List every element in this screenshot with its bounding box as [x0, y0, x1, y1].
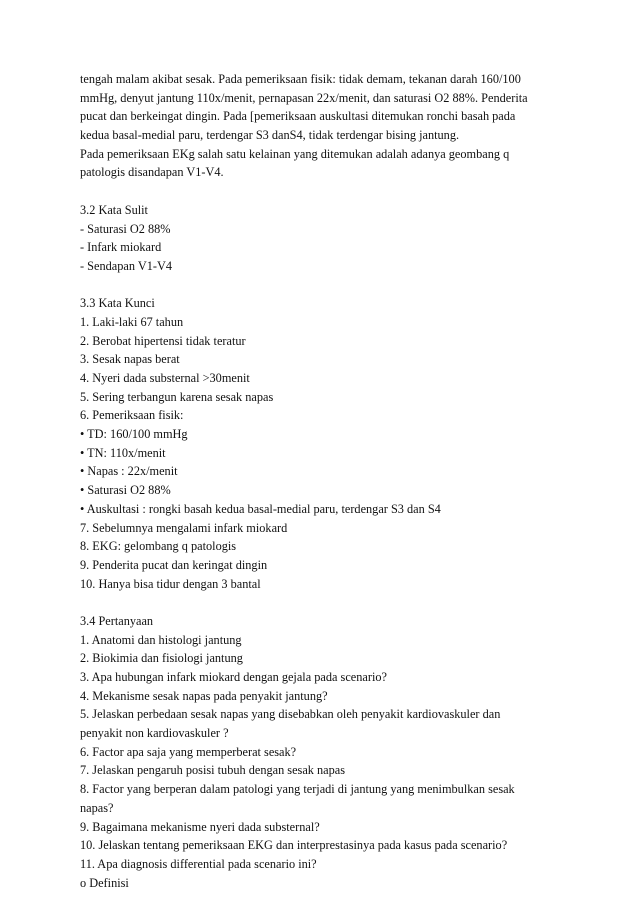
list-item: 7. Sebelumnya mengalami infark miokard — [80, 520, 288, 535]
list-item: 3. Sesak napas berat — [80, 352, 180, 367]
list-item: 8. EKG: gelombang q patologis — [80, 539, 237, 554]
section-heading: 3.4 Pertanyaan — [80, 613, 154, 628]
list-item-continuation: penyakit non kardiovaskuler ? — [80, 726, 229, 741]
paragraph-line: tengah malam akibat sesak. Pada pemeriksaan fisik: tidak demam, tekanan darah 160/100 — [80, 72, 521, 86]
paragraph-line: pucat dan berkeingat dingin. Pada [pemeriksaan auskultasi ditemukan ronchi basah pada — [80, 109, 516, 124]
paragraph-line: patologis disandapan V1-V4. — [80, 165, 224, 180]
list-item: 10. Jelaskan tentang pemeriksaan EKG dan interprestasinya pada kasus pada scenario? — [80, 838, 508, 853]
document-page — [80, 70, 560, 892]
bullet-item: • Napas : 22x/menit — [80, 464, 178, 479]
section-kata-sulit — [80, 201, 560, 276]
section-heading: 3.3 Kata Kunci — [80, 296, 155, 311]
section-kata-kunci — [80, 294, 560, 593]
list-item: 6. Factor apa saja yang memperberat sesak? — [80, 744, 297, 759]
list-item: 2. Biokimia dan fisiologi jantung — [80, 651, 243, 666]
list-item: 1. Laki-laki 67 tahun — [80, 314, 184, 329]
list-item: - Sendapan V1-V4 — [80, 258, 172, 273]
sub-list-item: o Definisi — [80, 875, 129, 890]
list-item: 9. Bagaimana mekanisme nyeri dada substernal? — [80, 819, 320, 834]
list-item: 4. Nyeri dada substernal >30menit — [80, 371, 250, 385]
list-item: - Infark miokard — [80, 240, 162, 255]
list-item: 10. Hanya bisa tidur dengan 3 bantal — [80, 576, 261, 591]
bullet-item: • TN: 110x/menit — [80, 445, 166, 460]
list-item: 8. Factor yang berperan dalam patologi yang terjadi di jantung yang menimbulkan sesak — [80, 782, 515, 797]
list-item: 6. Pemeriksaan fisik: — [80, 408, 184, 423]
list-item: 5. Sering terbangun karena sesak napas — [80, 389, 274, 404]
spacer — [80, 276, 560, 295]
paragraph-line: Pada pemeriksaan EKg salah satu kelainan yang ditemukan adalah adanya geombang q — [80, 146, 510, 161]
list-item: 11. Apa diagnosis differential pada scenario ini? — [80, 856, 317, 871]
list-item: - Saturasi O2 88% — [80, 221, 171, 236]
paragraph-line: kedua basal-medial paru, terdengar S3 danS4, tidak terdengar bising jantung. — [80, 128, 460, 143]
spacer — [80, 593, 560, 612]
list-item-continuation: napas? — [80, 800, 114, 815]
bullet-item: • TD: 160/100 mmHg — [80, 427, 188, 442]
list-item: 1. Anatomi dan histologi jantung — [80, 632, 242, 647]
spacer — [80, 182, 560, 201]
paragraph-line: mmHg, denyut jantung 110x/menit, pernapasan 22x/menit, dan saturasi O2 88%. Penderita — [80, 90, 528, 105]
bullet-item: • Auskultasi : rongki basah kedua basal-medial paru, terdengar S3 dan S4 — [80, 501, 441, 516]
case-scenario-paragraph — [80, 70, 560, 182]
bullet-item: • Saturasi O2 88% — [80, 483, 171, 498]
list-item: 4. Mekanisme sesak napas pada penyakit jantung? — [80, 688, 328, 703]
list-item: 3. Apa hubungan infark miokard dengan gejala pada scenario? — [80, 670, 387, 684]
list-item: 2. Berobat hipertensi tidak teratur — [80, 333, 246, 348]
list-item: 9. Penderita pucat dan keringat dingin — [80, 557, 268, 572]
list-item: 7. Jelaskan pengaruh posisi tubuh dengan sesak napas — [80, 763, 346, 778]
section-heading: 3.2 Kata Sulit — [80, 202, 148, 217]
list-item: 5. Jelaskan perbedaan sesak napas yang disebabkan oleh penyakit kardiovaskuler dan — [80, 707, 501, 722]
section-pertanyaan — [80, 612, 560, 892]
